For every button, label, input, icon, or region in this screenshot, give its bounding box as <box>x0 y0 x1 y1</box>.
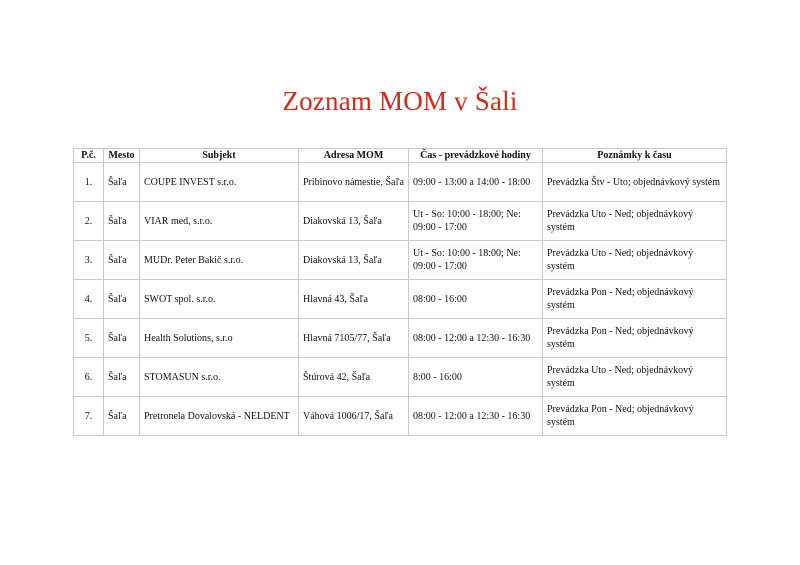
header-city: Mesto <box>104 149 140 163</box>
cell-address: Diakovská 13, Šaľa <box>299 241 409 280</box>
cell-notes: Prevádzka Štv - Uto; objednávkový systém <box>543 163 727 202</box>
cell-address: Pribinovo námestie, Šaľa <box>299 163 409 202</box>
cell-city: Šaľa <box>104 397 140 436</box>
cell-city: Šaľa <box>104 202 140 241</box>
cell-address: Štúrová 42, Šaľa <box>299 358 409 397</box>
cell-subject: SWOT spol. s.r.o. <box>140 280 299 319</box>
cell-no: 3. <box>74 241 104 280</box>
cell-city: Šaľa <box>104 358 140 397</box>
cell-address: Hlavná 43, Šaľa <box>299 280 409 319</box>
cell-address: Váhová 1006/17, Šaľa <box>299 397 409 436</box>
cell-hours: Ut - So: 10:00 - 18:00; Ne: 09:00 - 17:00 <box>409 202 543 241</box>
table-row <box>74 319 727 358</box>
table-row <box>74 280 727 319</box>
table-row <box>74 241 727 280</box>
cell-no: 1. <box>74 163 104 202</box>
cell-address: Diakovská 13, Šaľa <box>299 202 409 241</box>
cell-subject: VIAR med, s.r.o. <box>140 202 299 241</box>
cell-subject: COUPE INVEST s.r.o. <box>140 163 299 202</box>
cell-no: 7. <box>74 397 104 436</box>
table-header-row <box>74 149 727 163</box>
cell-address: Hlavná 7105/77, Šaľa <box>299 319 409 358</box>
cell-no: 5. <box>74 319 104 358</box>
cell-notes: Prevádzka Pon - Ned; objednávkový systém <box>543 397 727 436</box>
cell-notes: Prevádzka Uto - Ned; objednávkový systém <box>543 202 727 241</box>
cell-hours: 08:00 - 16:00 <box>409 280 543 319</box>
mom-table <box>73 148 727 436</box>
cell-city: Šaľa <box>104 319 140 358</box>
cell-no: 2. <box>74 202 104 241</box>
cell-city: Šaľa <box>104 280 140 319</box>
cell-no: 4. <box>74 280 104 319</box>
page-title: Zoznam MOM v Šali <box>282 86 518 116</box>
header-hours: Čas - prevádzkové hodiny <box>409 149 543 163</box>
cell-no: 6. <box>74 358 104 397</box>
header-subject: Subjekt <box>140 149 299 163</box>
cell-notes: Prevádzka Pon - Ned; objednávkový systém <box>543 319 727 358</box>
table-row <box>74 358 727 397</box>
cell-hours: 08:00 - 12:00 a 12:30 - 16:30 <box>409 397 543 436</box>
header-notes: Poznámky k času <box>543 149 727 163</box>
cell-notes: Prevádzka Uto - Ned; objednávkový systém <box>543 358 727 397</box>
cell-city: Šaľa <box>104 163 140 202</box>
cell-hours: 8:00 - 16:00 <box>409 358 543 397</box>
cell-subject: MUDr. Peter Bakič s.r.o. <box>140 241 299 280</box>
cell-subject: STOMASUN s.r.o. <box>140 358 299 397</box>
header-no: P.č. <box>74 149 104 163</box>
cell-hours: 09:00 - 13:00 a 14:00 - 18:00 <box>409 163 543 202</box>
cell-subject: Pretronela Dovalovská - NELDENT <box>140 397 299 436</box>
cell-hours: Ut - So: 10:00 - 18:00; Ne: 09:00 - 17:00 <box>409 241 543 280</box>
table-row <box>74 202 727 241</box>
cell-subject: Health Solutions, s.r.o <box>140 319 299 358</box>
cell-hours: 08:00 - 12:00 a 12:30 - 16:30 <box>409 319 543 358</box>
table-row <box>74 163 727 202</box>
cell-notes: Prevádzka Uto - Ned; objednávkový systém <box>543 241 727 280</box>
cell-notes: Prevádzka Pon - Ned; objednávkový systém <box>543 280 727 319</box>
header-address: Adresa MOM <box>299 149 409 163</box>
cell-city: Šaľa <box>104 241 140 280</box>
table-row <box>74 397 727 436</box>
